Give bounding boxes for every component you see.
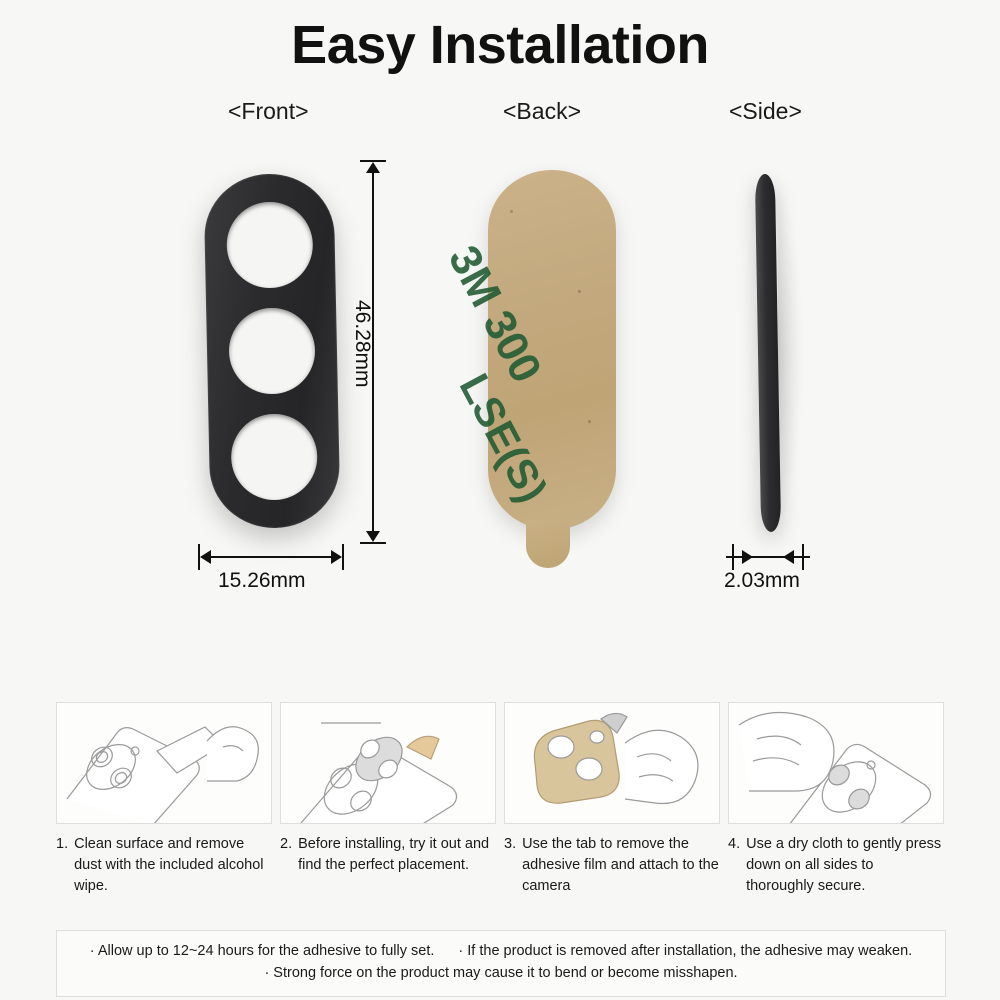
side-view-shadow bbox=[778, 184, 804, 524]
paper-speck bbox=[534, 470, 537, 473]
step-4-text: Use a dry cloth to gently press down on all sides to thoroughly secure. bbox=[746, 836, 942, 895]
note-force-warning: · Strong force on the product may cause it to bend or become misshapen. bbox=[264, 965, 738, 982]
page-title: Easy Installation bbox=[291, 15, 709, 75]
dimension-tick-right bbox=[802, 544, 804, 570]
step-1-caption bbox=[56, 834, 272, 897]
press-cloth-icon bbox=[729, 703, 944, 824]
lens-hole-top bbox=[226, 201, 314, 289]
step-2-text: Before installing, try it out and find the perfect placement. bbox=[298, 836, 490, 874]
step-1-illustration bbox=[56, 702, 272, 824]
step-4-number: 4. bbox=[728, 836, 741, 852]
test-fit-icon bbox=[281, 703, 496, 824]
paper-speck bbox=[510, 210, 513, 213]
step-1 bbox=[56, 702, 272, 897]
installation-steps bbox=[56, 702, 946, 897]
view-label-side: <Side> bbox=[729, 98, 802, 124]
lens-hole-middle bbox=[228, 307, 316, 395]
note-adhesive-set-time: · Allow up to 12~24 hours for the adhesive to fully set. bbox=[89, 943, 435, 959]
step-4 bbox=[728, 702, 944, 897]
step-3-caption bbox=[504, 834, 720, 897]
dimension-label-thickness: 2.03mm bbox=[724, 569, 800, 592]
dimension-tick-bottom bbox=[360, 542, 386, 544]
peel-tab-icon bbox=[505, 703, 720, 824]
step-2-caption bbox=[280, 834, 496, 876]
dimension-arrow-inward-right bbox=[783, 550, 794, 564]
dimension-tick-left bbox=[732, 544, 734, 570]
paper-speck bbox=[588, 420, 591, 423]
paper-speck bbox=[578, 290, 581, 293]
product-diagram bbox=[0, 132, 1000, 632]
dimension-arrow-down bbox=[366, 531, 380, 542]
dimension-label-width: 15.26mm bbox=[218, 569, 306, 592]
note-reinstall-warning: · If the product is removed after installation, the adhesive may weaken. bbox=[458, 943, 913, 959]
step-3-number: 3. bbox=[504, 836, 517, 852]
step-2-illustration bbox=[280, 702, 496, 824]
view-label-row bbox=[0, 98, 1000, 132]
adhesive-brand-text-line1: 3M 300 bbox=[438, 238, 551, 391]
view-label-back: <Back> bbox=[503, 98, 581, 124]
step-4-caption bbox=[728, 834, 944, 897]
dimension-label-height: 46.28mm bbox=[351, 300, 374, 388]
view-label-front: <Front> bbox=[228, 98, 309, 124]
wipe-camera-icon bbox=[57, 703, 272, 824]
step-4-illustration bbox=[728, 702, 944, 824]
dimension-tick-right bbox=[342, 544, 344, 570]
step-3-text: Use the tab to remove the adhesive film and attach to the camera bbox=[522, 836, 719, 895]
footer-notes-row-1 bbox=[67, 940, 935, 962]
footer-notes bbox=[56, 930, 946, 997]
step-3 bbox=[504, 702, 720, 897]
lens-hole-bottom bbox=[230, 413, 318, 501]
dimension-line-width bbox=[210, 556, 332, 558]
dimension-arrow-up bbox=[366, 162, 380, 173]
dimension-arrow-left bbox=[200, 550, 211, 564]
back-view-adhesive-pad bbox=[438, 170, 616, 530]
step-3-illustration bbox=[504, 702, 720, 824]
step-1-text: Clean surface and remove dust with the included alcohol wipe. bbox=[74, 836, 264, 895]
dimension-line-thickness bbox=[726, 556, 810, 558]
step-2-number: 2. bbox=[280, 836, 293, 852]
dimension-arrow-inward-left bbox=[742, 550, 753, 564]
step-2 bbox=[280, 702, 496, 897]
step-1-number: 1. bbox=[56, 836, 69, 852]
front-view-lens-protector bbox=[203, 173, 340, 530]
dimension-arrow-right bbox=[331, 550, 342, 564]
adhesive-brand-text-line2: LSE(S) bbox=[450, 366, 557, 510]
